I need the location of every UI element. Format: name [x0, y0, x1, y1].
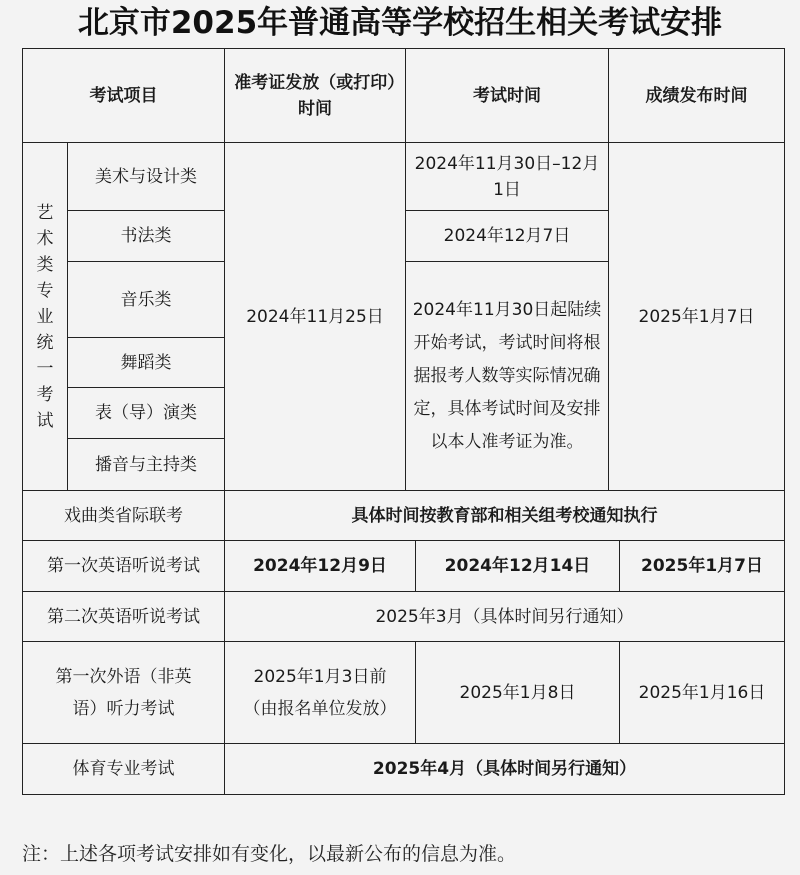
exam-info: 2025年4月（具体时间另行通知）	[225, 744, 785, 795]
exam-name: 第二次英语听说考试	[23, 592, 225, 642]
art-item: 播音与主持类	[68, 439, 225, 491]
art-exam-time: 2024年11月30日–12月1日	[406, 143, 609, 211]
art-item: 音乐类	[68, 262, 225, 338]
header-admit-time: 准考证发放（或打印）时间	[225, 49, 406, 143]
art-admit-time: 2024年11月25日	[225, 143, 406, 491]
art-item: 舞蹈类	[68, 338, 225, 388]
header-score-time: 成绩发布时间	[609, 49, 785, 143]
art-group-label: 艺术类专业统一考试	[23, 143, 68, 491]
table-row	[23, 541, 785, 592]
art-exam-time: 2024年11月30日起陆续开始考试，考试时间将根据报考人数等实际情况确定，具体考试时间及安排以本人准考证为准。	[406, 262, 609, 491]
score-time: 2025年1月16日	[620, 642, 785, 744]
exam-name: 体育专业考试	[23, 744, 225, 795]
page-title: 北京市2025年普通高等学校招生相关考试安排	[77, 5, 723, 41]
table-row	[23, 744, 785, 795]
art-item: 书法类	[68, 211, 225, 262]
art-score-time: 2025年1月7日	[609, 143, 785, 491]
header-exam-item: 考试项目	[23, 49, 225, 143]
art-item: 表（导）演类	[68, 388, 225, 439]
table-row	[23, 642, 785, 744]
exam-time: 2024年12月14日	[416, 541, 620, 592]
exam-schedule-table	[22, 48, 785, 795]
table-row	[23, 491, 785, 541]
exam-info: 具体时间按教育部和相关组考校通知执行	[225, 491, 785, 541]
exam-name: 第一次外语（非英语）听力考试	[23, 642, 225, 744]
exam-name: 戏曲类省际联考	[23, 491, 225, 541]
art-item: 美术与设计类	[68, 143, 225, 211]
exam-info: 2025年3月（具体时间另行通知）	[225, 592, 785, 642]
table-row	[23, 143, 785, 211]
table-header-row	[23, 49, 785, 143]
score-time: 2025年1月7日	[620, 541, 785, 592]
footnote: 注：上述各项考试安排如有变化，以最新公布的信息为准。	[22, 843, 517, 865]
admit-time: 2024年12月9日	[225, 541, 416, 592]
exam-name: 第一次英语听说考试	[23, 541, 225, 592]
art-exam-time: 2024年12月7日	[406, 211, 609, 262]
exam-time: 2025年1月8日	[416, 642, 620, 744]
table-row	[23, 592, 785, 642]
header-exam-time: 考试时间	[406, 49, 609, 143]
admit-time: 2025年1月3日前（由报名单位发放）	[225, 642, 416, 744]
